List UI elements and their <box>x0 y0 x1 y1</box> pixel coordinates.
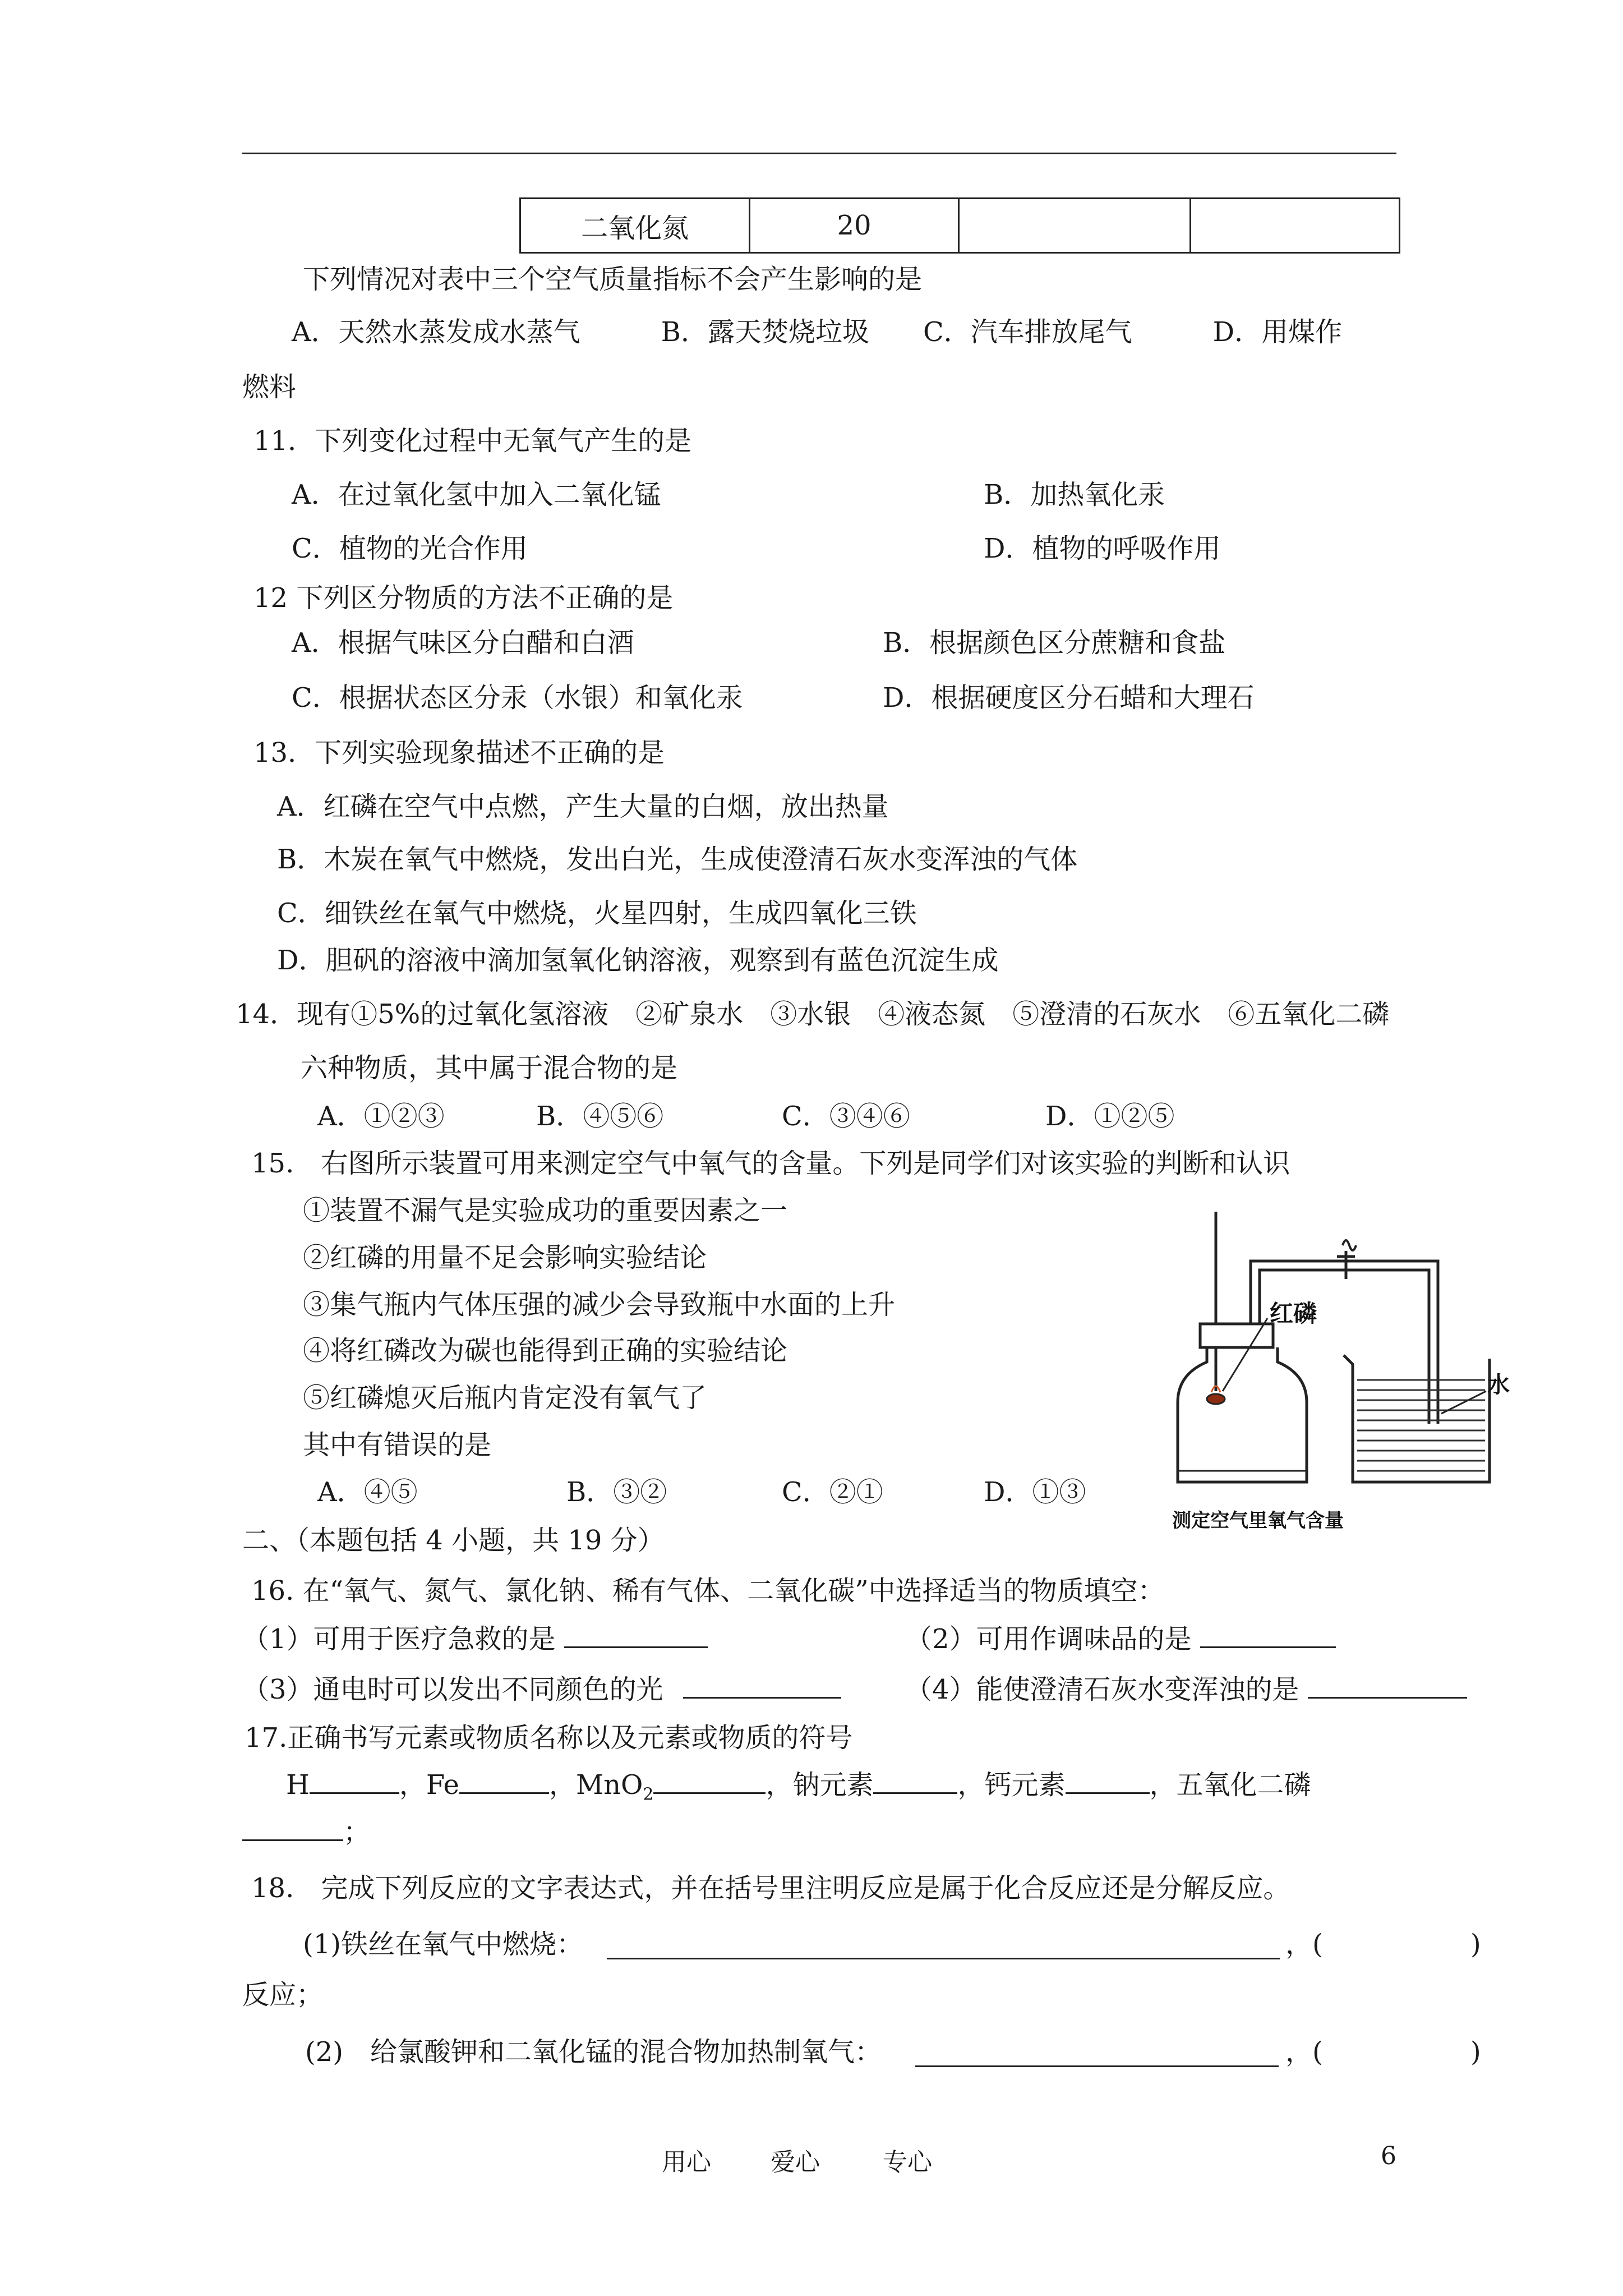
section-2-title: 二、（本题包括 4 小题，共 19 分） <box>242 1525 665 1556</box>
q13-option-b: B．木炭在氧气中燃烧，发出白光，生成使澄清石灰水变浑浊的气体 <box>277 844 1078 875</box>
q16-part-2-text: （2）可用作调味品的是 <box>905 1623 1192 1655</box>
q17-mno2-label: ，MnO <box>548 1769 643 1801</box>
q18-part-1-wrap: 反应； <box>242 1979 324 2010</box>
q16-part-1-blank[interactable] <box>564 1646 708 1648</box>
q15-ask: 其中有错误的是 <box>303 1429 492 1461</box>
q16-part-2-blank[interactable] <box>1200 1646 1336 1648</box>
q13-option-a: A．红磷在空气中点燃，产生大量的白烟，放出热量 <box>277 791 889 822</box>
table-cell <box>959 199 1191 253</box>
oxygen-measurement-apparatus-figure <box>1144 1212 1514 1543</box>
q18-part-2-paren-close: ) <box>1470 2036 1481 2068</box>
q17-p2o5-label: ，五氧化二磷 <box>1149 1769 1311 1801</box>
q15-option-c: C．②① <box>782 1476 883 1508</box>
q11-stem: 11．下列变化过程中无氧气产生的是 <box>253 425 692 457</box>
q17-h-blank[interactable] <box>310 1792 399 1794</box>
q16-part-3 <box>242 1673 841 1706</box>
q17-ca-blank[interactable] <box>1066 1792 1150 1794</box>
q13-stem: 13．下列实验现象描述不正确的是 <box>253 737 665 769</box>
phosphorus-spoon-icon <box>1207 1394 1225 1404</box>
q18-part-2-label: (2) 给氯酸钾和二氧化锰的混合物加热制氧气： <box>305 2036 882 2068</box>
q17-mno2-subscript: 2 <box>643 1784 654 1805</box>
q12-option-b: B．根据颜色区分蔗糖和食盐 <box>883 627 1226 659</box>
q16-part-4-blank[interactable] <box>1308 1697 1467 1699</box>
q17-na-blank[interactable] <box>873 1792 957 1794</box>
q14-option-c: C．③④⑥ <box>782 1101 910 1132</box>
q18-part-2-paren-open: ，( <box>1285 2036 1323 2068</box>
q12-option-c: C．根据状态区分汞（水银）和氧化汞 <box>292 682 743 714</box>
footer-motto-1: 用心 <box>662 2148 711 2177</box>
footer-motto-3: 专心 <box>883 2148 932 2177</box>
q18-part-1-label: (1)铁丝在氧气中燃烧： <box>303 1929 583 1960</box>
q11-option-d: D．植物的呼吸作用 <box>984 533 1221 564</box>
q15-statement-3: ③集气瓶内气体压强的减少会导致瓶中水面的上升 <box>303 1289 896 1320</box>
q18-part-1-paren-close: ) <box>1470 1929 1481 1960</box>
q17-fe-label: ，Fe <box>399 1769 459 1801</box>
q18-stem: 18. 完成下列反应的文字表达式，并在括号里注明反应是属于化合反应还是分解反应。 <box>251 1872 1290 1904</box>
q16-part-1 <box>242 1622 708 1656</box>
q17-fe-blank[interactable] <box>459 1792 549 1794</box>
q11-option-c: C．植物的光合作用 <box>292 533 528 564</box>
q12-stem: 12 下列区分物质的方法不正确的是 <box>253 582 674 614</box>
q15-option-d: D．①③ <box>984 1476 1086 1508</box>
q13-option-d: D．胆矾的溶液中滴加氢氧化钠溶液，观察到有蓝色沉淀生成 <box>277 945 999 976</box>
q17-fill-line <box>286 1768 1311 1812</box>
q14-option-b: B．④⑤⑥ <box>536 1101 664 1132</box>
q10-options-wrap: 燃料 <box>242 371 297 403</box>
q15-stem: 15. 右图所示装置可用来测定空气中氧气的含量。下列是同学们对该实验的判断和认识 <box>251 1148 1290 1179</box>
q16-part-3-text: （3）通电时可以发出不同颜色的光 <box>242 1674 663 1705</box>
q15-statement-2: ②红磷的用量不足会影响实验结论 <box>303 1242 707 1273</box>
q13-option-c: C．细铁丝在氧气中燃烧，火星四射，生成四氧化三铁 <box>277 898 917 929</box>
q17-stem: 17.正确书写元素或物质名称以及元素或物质的符号 <box>245 1722 853 1754</box>
q18-part-1-blank[interactable] <box>607 1958 1280 1959</box>
q15-statement-1: ①装置不漏气是实验成功的重要因素之一 <box>303 1195 788 1226</box>
q17-ca-label: ，钙元素 <box>957 1769 1066 1801</box>
q15-option-b: B．③② <box>566 1476 667 1508</box>
q16-stem: 16. 在“氧气、氮气、氯化钠、稀有气体、二氧化碳”中选择适当的物质填空： <box>251 1575 1165 1607</box>
q17-p2o5-blank[interactable] <box>242 1839 343 1841</box>
figure-caption: 测定空气里氧气含量 <box>1172 1510 1344 1532</box>
q10-stem: 下列情况对表中三个空气质量指标不会产生影响的是 <box>303 264 923 295</box>
figure-label-water: 水 <box>1487 1372 1510 1398</box>
q17-h-label: H <box>286 1769 310 1801</box>
q15-statement-4: ④将红磷改为碳也能得到正确的实验结论 <box>303 1335 788 1366</box>
q10-options: A．天然水蒸发成水蒸气 B．露天焚烧垃圾 C．汽车排放尾气 D．用煤作 <box>292 316 1343 348</box>
page-number: 6 <box>1381 2142 1396 2170</box>
q17-wrap-line <box>242 1815 370 1849</box>
header-rule <box>242 153 1396 154</box>
q14-option-d: D．①②⑤ <box>1045 1101 1175 1132</box>
q17-end: ； <box>343 1816 371 1848</box>
table-cell: 20 <box>750 199 959 253</box>
q16-part-3-blank[interactable] <box>683 1697 841 1699</box>
q15-option-a: A．④⑤ <box>317 1476 418 1508</box>
table-row <box>520 199 1400 253</box>
q16-part-1-text: （1）可用于医疗急救的是 <box>242 1623 556 1655</box>
q15-statement-5: ⑤红磷熄灭后瓶内肯定没有氧气了 <box>303 1382 707 1414</box>
q17-mno2-blank[interactable] <box>653 1792 766 1794</box>
q14-option-a: A．①②③ <box>317 1101 445 1132</box>
q11-option-b: B．加热氧化汞 <box>984 479 1165 510</box>
q14-line2: 六种物质，其中属于混合物的是 <box>301 1052 678 1084</box>
q18-part-2-blank[interactable] <box>915 2065 1279 2067</box>
q12-option-a: A．根据气味区分白醋和白酒 <box>292 627 634 659</box>
q16-part-4-text: （4）能使澄清石灰水变浑浊的是 <box>905 1674 1299 1705</box>
figure-label-phosphorus: 红磷 <box>1270 1300 1317 1327</box>
table-cell: 二氧化氮 <box>520 199 750 253</box>
q18-part-1-paren-open: ，( <box>1285 1929 1323 1960</box>
footer-motto-2: 爱心 <box>771 2148 820 2177</box>
q16-part-2 <box>905 1622 1336 1656</box>
q11-option-a: A．在过氧化氢中加入二氧化锰 <box>292 479 661 510</box>
q12-option-d: D．根据硬度区分石蜡和大理石 <box>883 682 1255 714</box>
table-cell <box>1191 199 1400 253</box>
q17-na-label: ，钠元素 <box>766 1769 874 1801</box>
q16-part-4 <box>905 1673 1467 1706</box>
air-quality-table <box>519 197 1400 254</box>
q14-line1: 14．现有①5%的过氧化氢溶液 ②矿泉水 ③水银 ④液态氮 ⑤澄清的石灰水 ⑥五氧化二磷 <box>236 999 1390 1030</box>
